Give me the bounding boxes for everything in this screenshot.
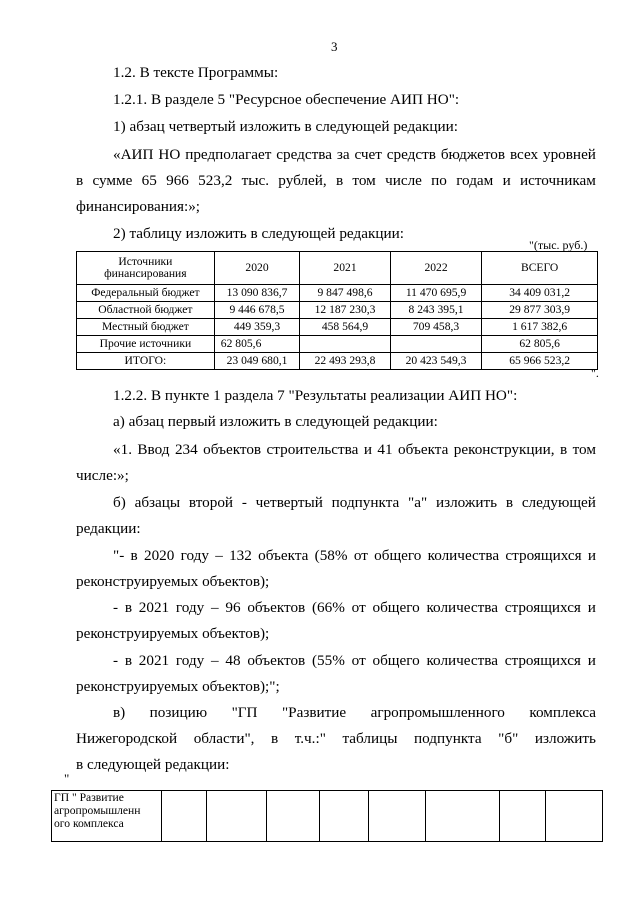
paragraph-subitem-b-line-2: редакции: bbox=[76, 520, 141, 537]
table-cell: 709 458,3 bbox=[390, 319, 482, 336]
table-cell: 1 617 382,6 bbox=[482, 319, 598, 336]
program-table bbox=[51, 790, 603, 842]
table-cell: 9 847 498,6 bbox=[300, 285, 391, 302]
table-cell: Прочие источники bbox=[77, 336, 215, 353]
table-row-total bbox=[77, 353, 598, 370]
table-cell bbox=[300, 336, 391, 353]
paragraph-subitem-v-line-2: Нижегородской области", в т.ч.:" таблицы подпункта "б" изложить bbox=[76, 730, 596, 747]
units-note: "(тыс. руб.) bbox=[529, 238, 588, 252]
table-cell: 20 423 549,3 bbox=[390, 353, 482, 370]
table-cell: 8 243 395,1 bbox=[390, 302, 482, 319]
paragraph-subitem-v-line-1: в) позицию "ГП "Развитие агропромышленного комплекса bbox=[113, 704, 596, 721]
paragraph-2020-line-2: реконструируемых объектов); bbox=[76, 573, 270, 590]
page-number: 3 bbox=[331, 39, 338, 54]
paragraph-subitem-1: 1) абзац четвертый изложить в следующей редакции: bbox=[113, 118, 458, 135]
table-cell: Областной бюджет bbox=[77, 302, 215, 319]
table-cell bbox=[206, 791, 266, 842]
table-row bbox=[77, 302, 598, 319]
paragraph-2021-line-2: реконструируемых объектов); bbox=[76, 625, 270, 642]
table-cell: ИТОГО: bbox=[77, 353, 215, 370]
table-cell: 13 090 836,7 bbox=[214, 285, 299, 302]
open-quote: " bbox=[64, 771, 70, 786]
paragraph-aip-line-1: «АИП НО предполагает средства за счет средств бюджетов всех уровней bbox=[113, 146, 596, 163]
paragraph-1-2: 1.2. В тексте Программы: bbox=[113, 64, 279, 81]
paragraph-2021-line-1: - в 2021 году – 96 объектов (66% от общего количества строящихся и bbox=[113, 599, 596, 616]
table-header: 2020 bbox=[214, 252, 299, 285]
paragraph-subitem-2: 2) таблицу изложить в следующей редакции: bbox=[113, 225, 404, 242]
table-header: Источники финансирования bbox=[77, 252, 215, 285]
table-cell: 12 187 230,3 bbox=[300, 302, 391, 319]
table-cell: 23 049 680,1 bbox=[214, 353, 299, 370]
paragraph-2021b-line-1: - в 2021 году – 48 объектов (55% от общего количества строящихся и bbox=[113, 652, 596, 669]
table-cell bbox=[426, 791, 500, 842]
table-cell: 29 877 303,9 bbox=[482, 302, 598, 319]
table-row bbox=[77, 336, 598, 353]
table-cell bbox=[266, 791, 319, 842]
paragraph-2020-line-1: "- в 2020 году – 132 объекта (58% от общего количества строящихся и bbox=[113, 547, 596, 564]
table-cell bbox=[319, 791, 369, 842]
table-header: ВСЕГО bbox=[482, 252, 598, 285]
table-row bbox=[77, 285, 598, 302]
table-cell: 62 805,6 bbox=[482, 336, 598, 353]
table-cell: Федеральный бюджет bbox=[77, 285, 215, 302]
table-cell bbox=[161, 791, 206, 842]
paragraph-2021b-line-2: реконструируемых объектов);"; bbox=[76, 678, 280, 695]
paragraph-1-2-1: 1.2.1. В разделе 5 "Ресурсное обеспечение АИП НО": bbox=[113, 91, 460, 108]
table-cell bbox=[369, 791, 426, 842]
table-cell: 62 805,6 bbox=[214, 336, 299, 353]
paragraph-1-2-2: 1.2.2. В пункте 1 раздела 7 "Результаты реализации АИП НО": bbox=[113, 387, 518, 404]
table-cell: 65 966 523,2 bbox=[482, 353, 598, 370]
paragraph-aip-line-2: в сумме 65 966 523,2 тыс. рублей, в том числе по годам и источникам bbox=[76, 172, 596, 189]
table-cell bbox=[546, 791, 603, 842]
table-row bbox=[77, 319, 598, 336]
table-cell: 9 446 678,5 bbox=[214, 302, 299, 319]
table-cell: 11 470 695,9 bbox=[390, 285, 482, 302]
table-cell: 22 493 293,8 bbox=[300, 353, 391, 370]
table-row bbox=[52, 791, 603, 842]
table-cell: ГП " Развитие агропромышленн ого комплекса bbox=[52, 791, 162, 842]
table-cell bbox=[390, 336, 482, 353]
paragraph-aip-line-3: финансирования:»; bbox=[76, 198, 201, 215]
table-header-row bbox=[77, 252, 598, 285]
table-cell: 458 564,9 bbox=[300, 319, 391, 336]
table-cell bbox=[500, 791, 546, 842]
table-header: 2021 bbox=[300, 252, 391, 285]
paragraph-subitem-v-line-3: в следующей редакции: bbox=[76, 756, 230, 773]
table-header: 2022 bbox=[390, 252, 482, 285]
table-close-quote: ". bbox=[591, 366, 599, 380]
table-cell: 34 409 031,2 bbox=[482, 285, 598, 302]
table-cell: Местный бюджет bbox=[77, 319, 215, 336]
paragraph-input-line-2: числе:»; bbox=[76, 467, 129, 484]
resource-table bbox=[76, 251, 598, 370]
paragraph-subitem-a: а) абзац первый изложить в следующей редакции: bbox=[113, 413, 438, 430]
paragraph-subitem-b-line-1: б) абзацы второй - четвертый подпункта "а" изложить в следующей bbox=[113, 494, 596, 511]
paragraph-input-line-1: «1. Ввод 234 объектов строительства и 41 объекта реконструкции, в том bbox=[113, 441, 596, 458]
table-cell: 449 359,3 bbox=[214, 319, 299, 336]
